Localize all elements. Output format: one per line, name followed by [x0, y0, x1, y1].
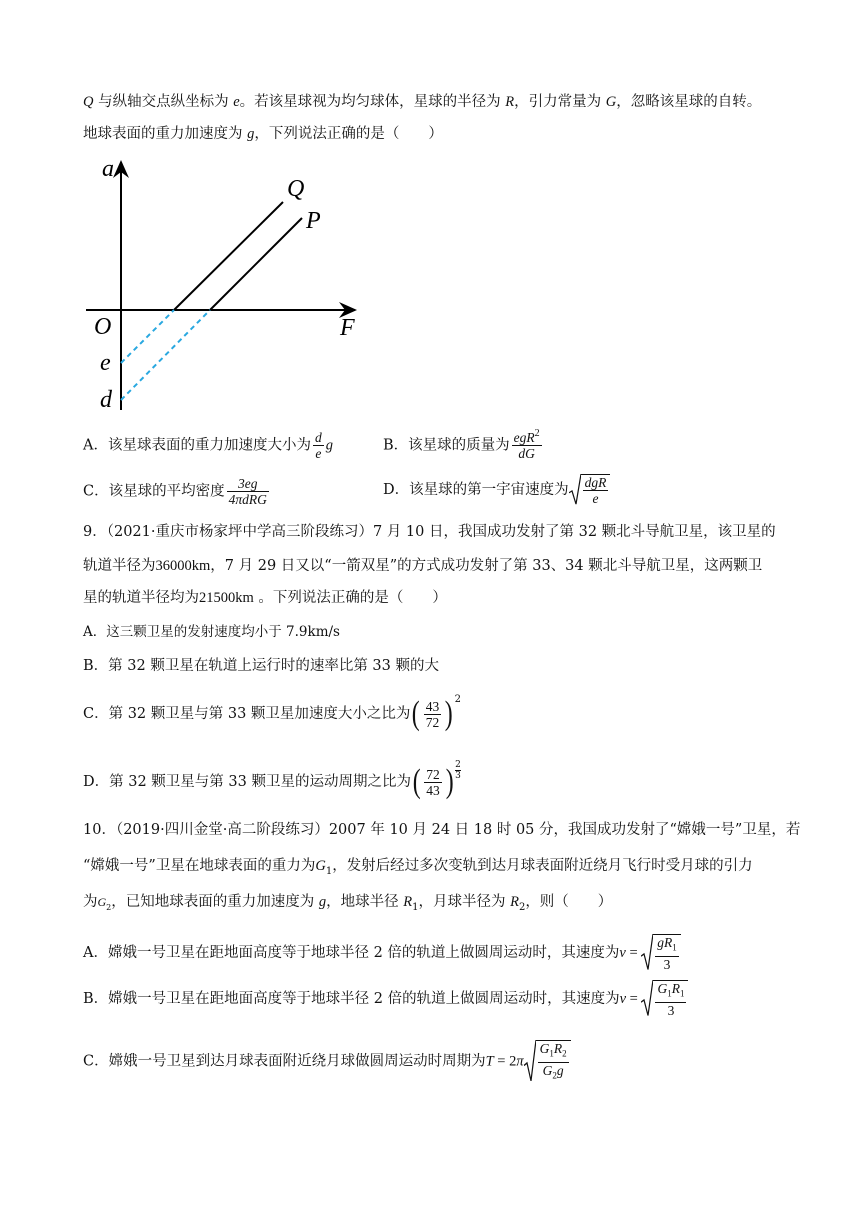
subscript: 1 [679, 988, 685, 999]
q8-option-a[interactable] [83, 430, 333, 461]
fraction [655, 981, 686, 1018]
x-axis-label: F [340, 315, 355, 341]
fraction-density [227, 476, 269, 507]
line-p-extension [121, 310, 210, 400]
origin-label: O [94, 314, 112, 340]
sqrt-expression [569, 474, 611, 506]
subscript: 2 [106, 902, 112, 912]
subscript: 1 [667, 988, 672, 999]
symbol-v: v [619, 990, 627, 1007]
q10-option-c[interactable] [83, 1040, 571, 1083]
text: ，7 月 29 日又以“一箭双星”的方式成功发射了第 33、34 颗北斗导航卫星，这两颗卫 [210, 558, 763, 574]
y-axis-label: a [102, 156, 114, 182]
fraction-mass [512, 430, 542, 461]
exponent-denominator: 3 [455, 771, 461, 781]
numerator [655, 981, 686, 1003]
text: ，下列说法正确的是（ ） [254, 126, 443, 142]
intro-line-1 [83, 92, 761, 112]
left-paren: ( [412, 695, 421, 732]
fraction-43-72 [424, 699, 442, 730]
orbit-radius-32: 36000km [155, 558, 211, 574]
denominator-g-accel: g [556, 1062, 564, 1078]
symbol-r2: R [510, 894, 519, 910]
option-text: C．嫦娥一号卫星到达月球表面附近绕月球做圆周运动时周期为 [83, 1053, 486, 1070]
text: 。下列说法正确的是（ ） [253, 590, 447, 606]
numerator [655, 935, 679, 957]
symbol-r: R [505, 94, 515, 110]
denominator-g: G [542, 1062, 553, 1078]
text: 轨道半径为 [83, 558, 156, 574]
line-q [174, 202, 283, 310]
subscript: 2 [562, 1048, 567, 1059]
numerator-g: G [657, 981, 668, 996]
option-text: B．该星球的质量为 [383, 437, 510, 454]
numerator-r: R [671, 981, 680, 996]
p-label: P [306, 208, 321, 234]
q9-option-b[interactable]: B．第 32 颗卫星在轨道上运行时的速率比第 33 颗的大 [83, 658, 439, 674]
text: ，地球半径 [326, 894, 404, 910]
text: ，则（ ） [525, 894, 613, 910]
text: ，已知地球表面的重力加速度为 [111, 894, 319, 910]
fraction-d-over-e [313, 430, 324, 461]
q9-stem-line-3 [83, 588, 447, 608]
text: ，忽略该星球的自转。 [616, 94, 762, 110]
denominator: e [315, 446, 322, 461]
text: 与纵轴交点纵坐标为 [93, 94, 234, 110]
symbol-g1: G [315, 858, 326, 874]
option-text: D．该星球的第一宇宙速度为 [383, 482, 569, 498]
q9-stem-line-1: 9．（2021·重庆市杨家坪中学高三阶段练习）7 月 10 日，我国成功发射了第 32 颗北斗导航卫星，该卫星的 [83, 524, 776, 540]
denominator: 3 [663, 956, 671, 972]
numerator-g: G [539, 1041, 550, 1056]
exponent-fraction [455, 760, 461, 781]
q10-stem-line-1: 10．（2019·四川金堂·高二阶段练习）2007 年 10 月 24 日 18 时 05 分，我国成功发射了“嫦娥一号”卫星，若 [83, 822, 801, 838]
denominator: dG [518, 446, 535, 461]
numerator: d [314, 430, 322, 445]
symbol-g2: G [97, 895, 107, 909]
numerator: 72 [426, 766, 440, 782]
numerator [512, 430, 542, 446]
numerator: 43 [425, 698, 440, 714]
fraction [538, 1041, 569, 1083]
text: 。若该星球视为均匀球体，星球的半径为 [239, 94, 506, 110]
denominator: 43 [426, 782, 440, 798]
intro-line-2 [83, 124, 443, 144]
a-f-graph [80, 152, 380, 414]
text: “嫦娥一号”卫星在地球表面的重力为 [83, 858, 316, 874]
text: ，引力常量为 [514, 94, 606, 110]
line-p [210, 218, 302, 310]
sqrt-expression [641, 980, 688, 1018]
numerator: dgR [584, 475, 607, 490]
numerator-r: R [553, 1041, 563, 1056]
symbol-t: T [485, 1053, 494, 1070]
q-label: Q [287, 176, 305, 202]
option-text: C．该星球的平均密度 [83, 483, 225, 500]
denominator: e [592, 491, 599, 506]
text: ，发射后经过多次变轨到达月球表面附近绕月飞行时受月球的引力 [332, 858, 753, 874]
numerator-text: egR [513, 430, 535, 445]
fraction [655, 935, 679, 972]
exponent-numerator: 2 [455, 760, 461, 770]
d-intercept-label: d [100, 387, 112, 413]
sqrt-expression [641, 934, 681, 972]
subscript: 2 [552, 1070, 557, 1081]
left-paren: ( [412, 763, 421, 800]
right-paren: ) [445, 763, 454, 800]
text: 为 [83, 894, 98, 910]
q9-option-c[interactable] [83, 694, 461, 734]
e-intercept-label: e [100, 350, 111, 376]
symbol-r1: R [403, 894, 413, 910]
option-text: B．嫦娥一号卫星在距地面高度等于地球半径 2 倍的轨道上做圆周运动时，其速度为 [83, 990, 620, 1007]
option-text: D．第 32 颗卫星与第 33 颗卫星的运动周期之比为 [83, 774, 411, 790]
q8-option-b[interactable] [383, 430, 544, 461]
radical-sign [641, 980, 653, 1018]
radical-sign [569, 474, 581, 506]
exponent: 2 [454, 694, 461, 705]
symbol-g: g [318, 894, 327, 910]
option-text: A．该星球表面的重力加速度大小为 [83, 437, 311, 454]
text: 地球表面的重力加速度为 [83, 126, 248, 142]
exponent: 2 [534, 428, 540, 439]
symbol-g-const: G [605, 94, 617, 110]
text: ，月球半径为 [418, 894, 511, 910]
q8-option-c[interactable] [83, 476, 271, 507]
sqrt-expression [524, 1040, 571, 1083]
q10-stem-line-3 [83, 892, 612, 918]
symbol-g: g [247, 126, 255, 142]
q9-option-a[interactable]: A．这三颗卫星的发射速度均小于 7.9km/s [83, 624, 340, 640]
denominator [538, 1063, 569, 1084]
option-text: C．第 32 颗卫星与第 33 颗卫星加速度大小之比为 [83, 706, 411, 722]
q10-option-a[interactable]: A．嫦娥一号卫星在距地面高度等于地球半径 2 倍的轨道上做圆周运动时，其速度为v = $\frac{gR_1}{3}$ [83, 934, 681, 972]
numerator [538, 1041, 569, 1063]
radical-sign [524, 1040, 536, 1083]
subscript: 2 [518, 901, 526, 913]
q10-option-b[interactable]: B．嫦娥一号卫星在距地面高度等于地球半径 2 倍的轨道上做圆周运动时，其速度为v = $\frac{G_1R_1}{3}$ [83, 980, 688, 1018]
symbol-v: v [619, 944, 626, 961]
radical-sign [641, 934, 653, 972]
q9-stem-line-2 [83, 556, 762, 576]
subscript: 1 [672, 942, 677, 953]
denominator: 4πdRG [228, 492, 267, 507]
orbit-radius-33: 21500km [199, 590, 254, 606]
subscript: 1 [412, 901, 419, 913]
subscript: 1 [549, 1048, 554, 1059]
symbol-e: e [233, 94, 240, 110]
denominator: 72 [425, 714, 440, 730]
option-text: A．嫦娥一号卫星在距地面高度等于地球半径 2 倍的轨道上做圆周运动时，其速度为 [83, 944, 620, 961]
equals-two: = 2 [493, 1053, 517, 1070]
fraction-72-43 [424, 767, 442, 798]
symbol-q: Q [83, 94, 94, 110]
text: 星的轨道半径均为 [83, 590, 199, 606]
numerator: 3eg [227, 476, 269, 492]
subscript: 1 [325, 865, 333, 877]
q9-option-d[interactable] [83, 762, 461, 802]
right-paren: ) [444, 695, 453, 732]
q8-option-d[interactable] [383, 474, 610, 506]
numerator-text: gR [657, 935, 673, 950]
q10-stem-line-2 [83, 856, 753, 882]
symbol-pi: π [516, 1053, 524, 1070]
denominator: 3 [667, 1002, 675, 1018]
fraction-velocity [583, 475, 609, 506]
symbol-g: g [325, 437, 333, 454]
